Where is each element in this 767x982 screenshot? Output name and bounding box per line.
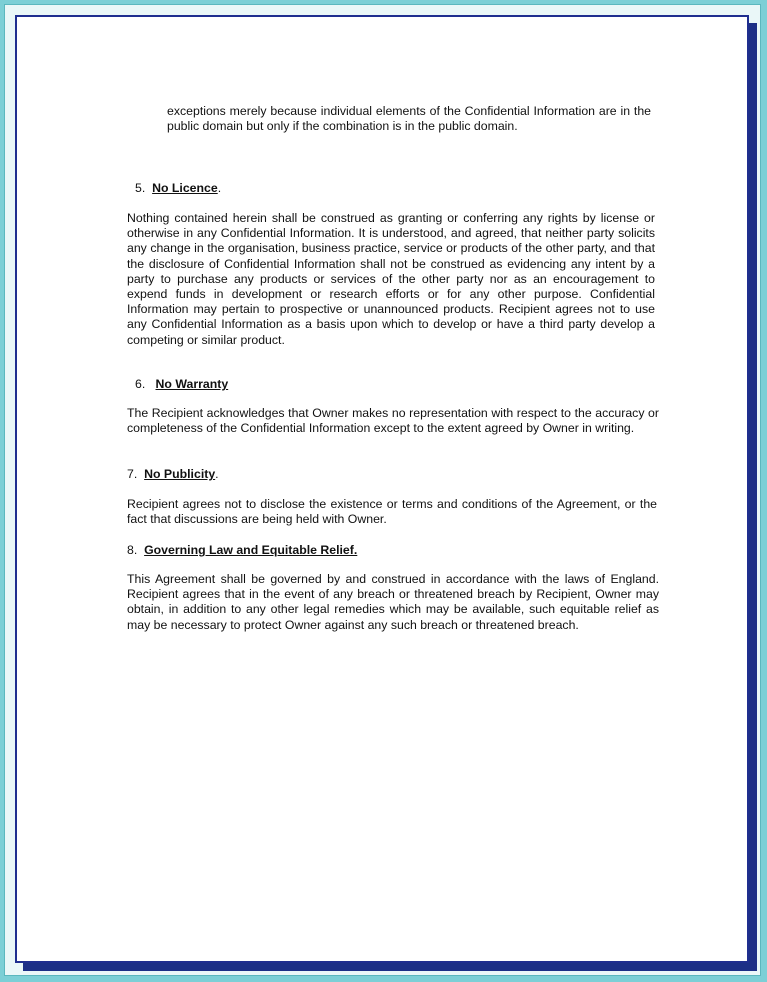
- section-title: No Warranty: [155, 377, 229, 391]
- document-page: [15, 15, 749, 963]
- section-number: 5.: [135, 181, 146, 195]
- intro-paragraph: exceptions merely because individual elements of the Confidential Information are in the public domain but only if the combination is in the public domain.: [167, 104, 651, 134]
- section-number: 6.: [135, 377, 146, 391]
- section-title: No Publicity: [144, 467, 216, 481]
- section-number: 7.: [127, 467, 138, 481]
- section-5-body: Nothing contained herein shall be construed as granting or conferring any rights by license or otherwise in any Confidential Information. It is understood, and agreed, that neither party solicits any change in the organisation, business practice, service or products of the other party, and that the disclosure of Confidential Information shall not be construed as evidencing any intent by a party to purchase any products or services of the other party nor as an encouragement to expend funds in development or research efforts or for any other purpose. Confidential Information may pertain to prospective or unannounced products. Recipient agrees not to use any Confidential Information as a basis upon which to develop or have a third party develop a competing or similar product.: [127, 211, 655, 347]
- section-suffix: .: [215, 467, 219, 481]
- section-7-body: Recipient agrees not to disclose the existence or terms and conditions of the Agreement, or the fact that discussions are being held with Owner.: [127, 497, 657, 527]
- section-6-heading: [135, 377, 228, 392]
- section-8-heading: [127, 543, 357, 558]
- section-7-heading: [127, 467, 219, 482]
- section-title: Governing Law and Equitable Relief.: [144, 543, 358, 557]
- section-suffix: .: [217, 181, 222, 195]
- section-title: No Licence: [152, 181, 218, 195]
- section-number: 8.: [127, 543, 138, 557]
- section-6-body: The Recipient acknowledges that Owner makes no representation with respect to the accuracy or completeness of the Confidential Information except to the extent agreed by Owner in writing.: [127, 406, 659, 436]
- section-5-heading: [135, 181, 221, 196]
- section-8-body: This Agreement shall be governed by and construed in accordance with the laws of England. Recipient agrees that in the event of any breach or threatened breach by Recipient, Owner may obtain, in addition to any other legal remedies which may be available, such equitable relief as may be necessary to protect Owner against any such breach or threatened breach.: [127, 572, 659, 632]
